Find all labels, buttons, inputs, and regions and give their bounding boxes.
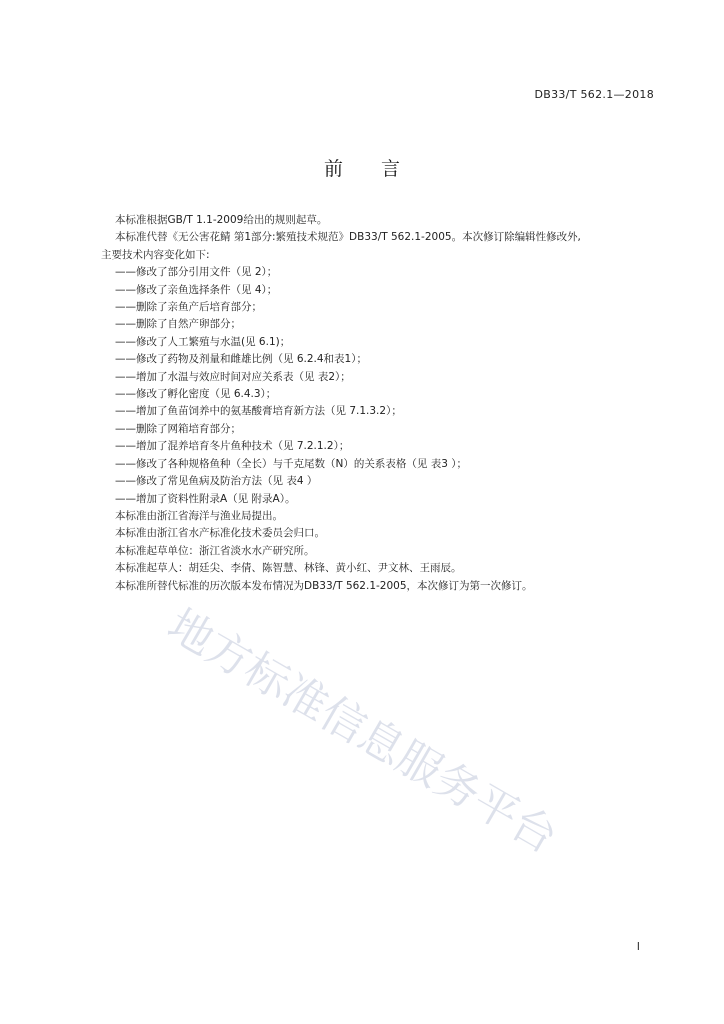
watermark: 地方标准信息服务平台 bbox=[159, 599, 566, 864]
page-title: 前 言 bbox=[323, 158, 400, 180]
document-code: DB33/T 562.1—2018 bbox=[534, 88, 654, 101]
drafters-paragraph: 本标准起草人：胡廷尖、李倩、陈智慧、林锋、黄小红、尹文林、王雨辰。 bbox=[115, 562, 462, 575]
change-item: ——删除了亲鱼产后培育部分； bbox=[115, 301, 262, 314]
change-item: ——删除了自然产卵部分； bbox=[115, 318, 241, 331]
drafting-unit-paragraph: 本标准起草单位：浙江省淡水水产研究所。 bbox=[115, 544, 315, 557]
drafting-rule-paragraph: 本标准根据GB/T 1.1-2009给出的规则起草。 bbox=[115, 214, 328, 226]
change-item: ——修改了药物及剂量和雌雄比例（见 6.2.4和表1）； bbox=[115, 353, 367, 366]
proposer-paragraph: 本标准由浙江省海洋与渔业局提出。 bbox=[115, 509, 283, 522]
change-item: ——修改了部分引用文件（见 2）； bbox=[115, 266, 278, 279]
change-item: ——修改了亲鱼选择条件（见 4）； bbox=[115, 283, 278, 296]
foreword-body bbox=[101, 212, 675, 595]
change-item: ——增加了鱼苗饲养中的氨基酸膏培育新方法（见 7.1.3.2）； bbox=[115, 405, 402, 418]
change-item: ——增加了资料性附录A（见 附录A）。 bbox=[115, 492, 296, 505]
change-item: ——增加了水温与效应时间对应关系表（见 表2）； bbox=[115, 370, 351, 383]
change-item: ——修改了常见鱼病及防治方法（见 表4 ） bbox=[115, 475, 318, 488]
page-number: I bbox=[636, 940, 640, 953]
change-item: ——修改了人工繁殖与水温(见 6.1)； bbox=[115, 335, 291, 348]
changes-list bbox=[115, 264, 675, 508]
committee-paragraph: 本标准由浙江省水产标准化技术委员会归口。 bbox=[115, 527, 325, 540]
replacement-paragraph-line2: 主要技术内容变化如下: bbox=[101, 248, 210, 261]
change-item: ——删除了网箱培育部分； bbox=[115, 422, 241, 435]
history-paragraph: 本标准所替代标准的历次版本发布情况为DB33/T 562.1-2005，本次修订为第一次修订。 bbox=[115, 579, 533, 592]
change-item: ——修改了各种规格鱼种（全长）与千克尾数（N）的关系表格（见 表3 ）； bbox=[115, 457, 467, 470]
replacement-paragraph-line1: 本标准代替《无公害花鲭 第1部分:繁殖技术规范》DB33/T 562.1-2005。本次修订除编辑性修改外, bbox=[115, 231, 581, 244]
change-item: ——增加了混养培育冬片鱼种技术（见 7.2.1.2）； bbox=[115, 440, 350, 453]
change-item: ——修改了孵化密度（见 6.4.3）； bbox=[115, 388, 277, 401]
